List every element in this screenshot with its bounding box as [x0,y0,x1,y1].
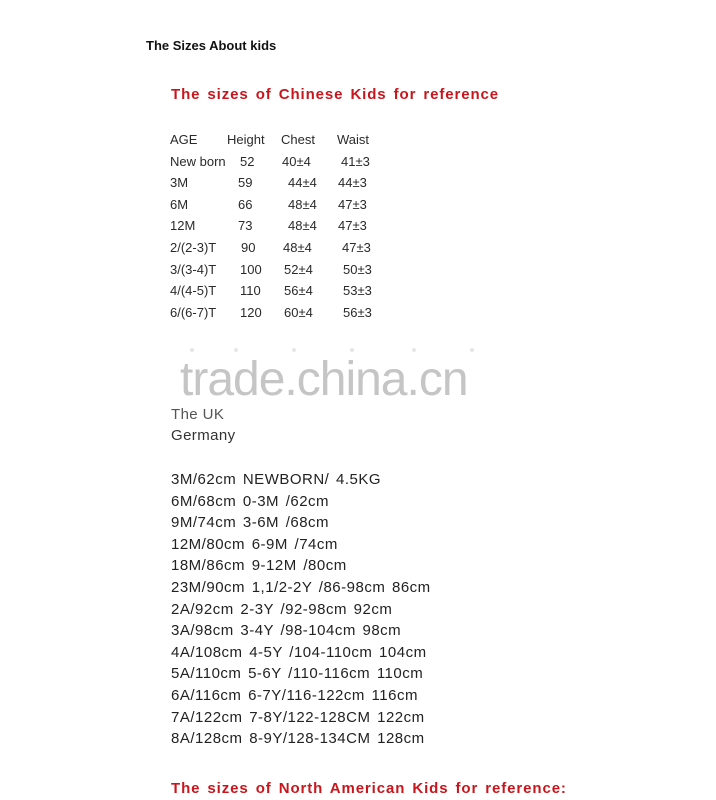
list-item: 3A/98cm 3-4Y /98-104cm 98cm [171,622,402,640]
header-chest: Chest [281,132,315,147]
cell-age: 3/(3-4)T [170,261,217,277]
north-american-sizes-heading: The sizes of North American Kids for reference: [171,780,567,797]
region-uk: The UK [171,406,225,423]
cell-waist: 53±3 [343,283,372,299]
cell-waist: 50±3 [343,261,372,277]
chinese-sizes-heading: The sizes of Chinese Kids for reference [171,86,500,103]
eu-size-list [171,469,431,750]
cell-chest: 48±4 [288,218,317,234]
cell-age: 6M [170,196,189,212]
cell-chest: 52±4 [284,261,313,277]
list-item: 8A/128cm 8-9Y/128-134CM 128cm [171,730,425,748]
cell-chest: 48±4 [283,239,312,255]
cell-height: 59 [238,175,253,191]
header-waist: Waist [337,132,370,147]
cell-age: 2/(2-3)T [170,239,217,255]
list-item: 7A/122cm 7-8Y/122-128CM 122cm [171,708,425,726]
cell-chest: 44±4 [288,175,317,191]
page-title: The Sizes About kids [146,38,277,53]
list-item: 6A/116cm 6-7Y/116-122cm 116cm [171,686,418,704]
cell-chest: 56±4 [284,283,313,299]
cell-waist: 47±3 [338,218,367,234]
cell-age: New born [170,153,226,169]
cell-height: 120 [240,304,262,320]
list-item: 3M/62cm NEWBORN/ 4.5KG [171,471,382,488]
list-item: 4A/108cm 4-5Y /104-110cm 104cm [171,643,427,661]
cell-height: 100 [240,261,262,277]
cell-chest: 40±4 [282,153,311,169]
header-age: AGE [170,132,198,147]
header-height: Height [227,132,265,147]
list-item: 9M/74cm 3-6M /68cm [171,514,330,532]
cell-height: 90 [241,239,256,255]
cell-waist: 47±3 [342,239,371,255]
cell-chest: 60±4 [284,304,313,320]
list-item: 5A/110cm 5-6Y /110-116cm 110cm [171,665,424,683]
cell-height: 66 [238,196,253,212]
cell-chest: 48±4 [288,196,317,212]
cell-age: 6/(6-7)T [170,304,217,320]
list-item: 23M/90cm 1,1/2-2Y /86-98cm 86cm [171,578,431,596]
list-item: 6M/68cm 0-3M /62cm [171,492,330,510]
list-item: 2A/92cm 2-3Y /92-98cm 92cm [171,600,393,618]
list-item: 12M/80cm 6-9M /74cm [171,535,338,553]
list-item: 18M/86cm 9-12M /80cm [171,557,347,575]
cell-age: 12M [170,218,196,234]
cell-waist: 41±3 [341,153,370,169]
cell-height: 52 [240,153,255,169]
cell-waist: 44±3 [338,175,367,191]
cell-height: 110 [240,283,261,299]
watermark-text: trade.china.cn [180,353,468,406]
cell-waist: 56±3 [343,304,372,320]
region-germany: Germany [171,427,236,444]
cell-age: 4/(4-5)T [170,283,217,299]
cell-age: 3M [170,175,189,191]
cell-waist: 47±3 [338,196,367,212]
cell-height: 73 [238,218,253,234]
